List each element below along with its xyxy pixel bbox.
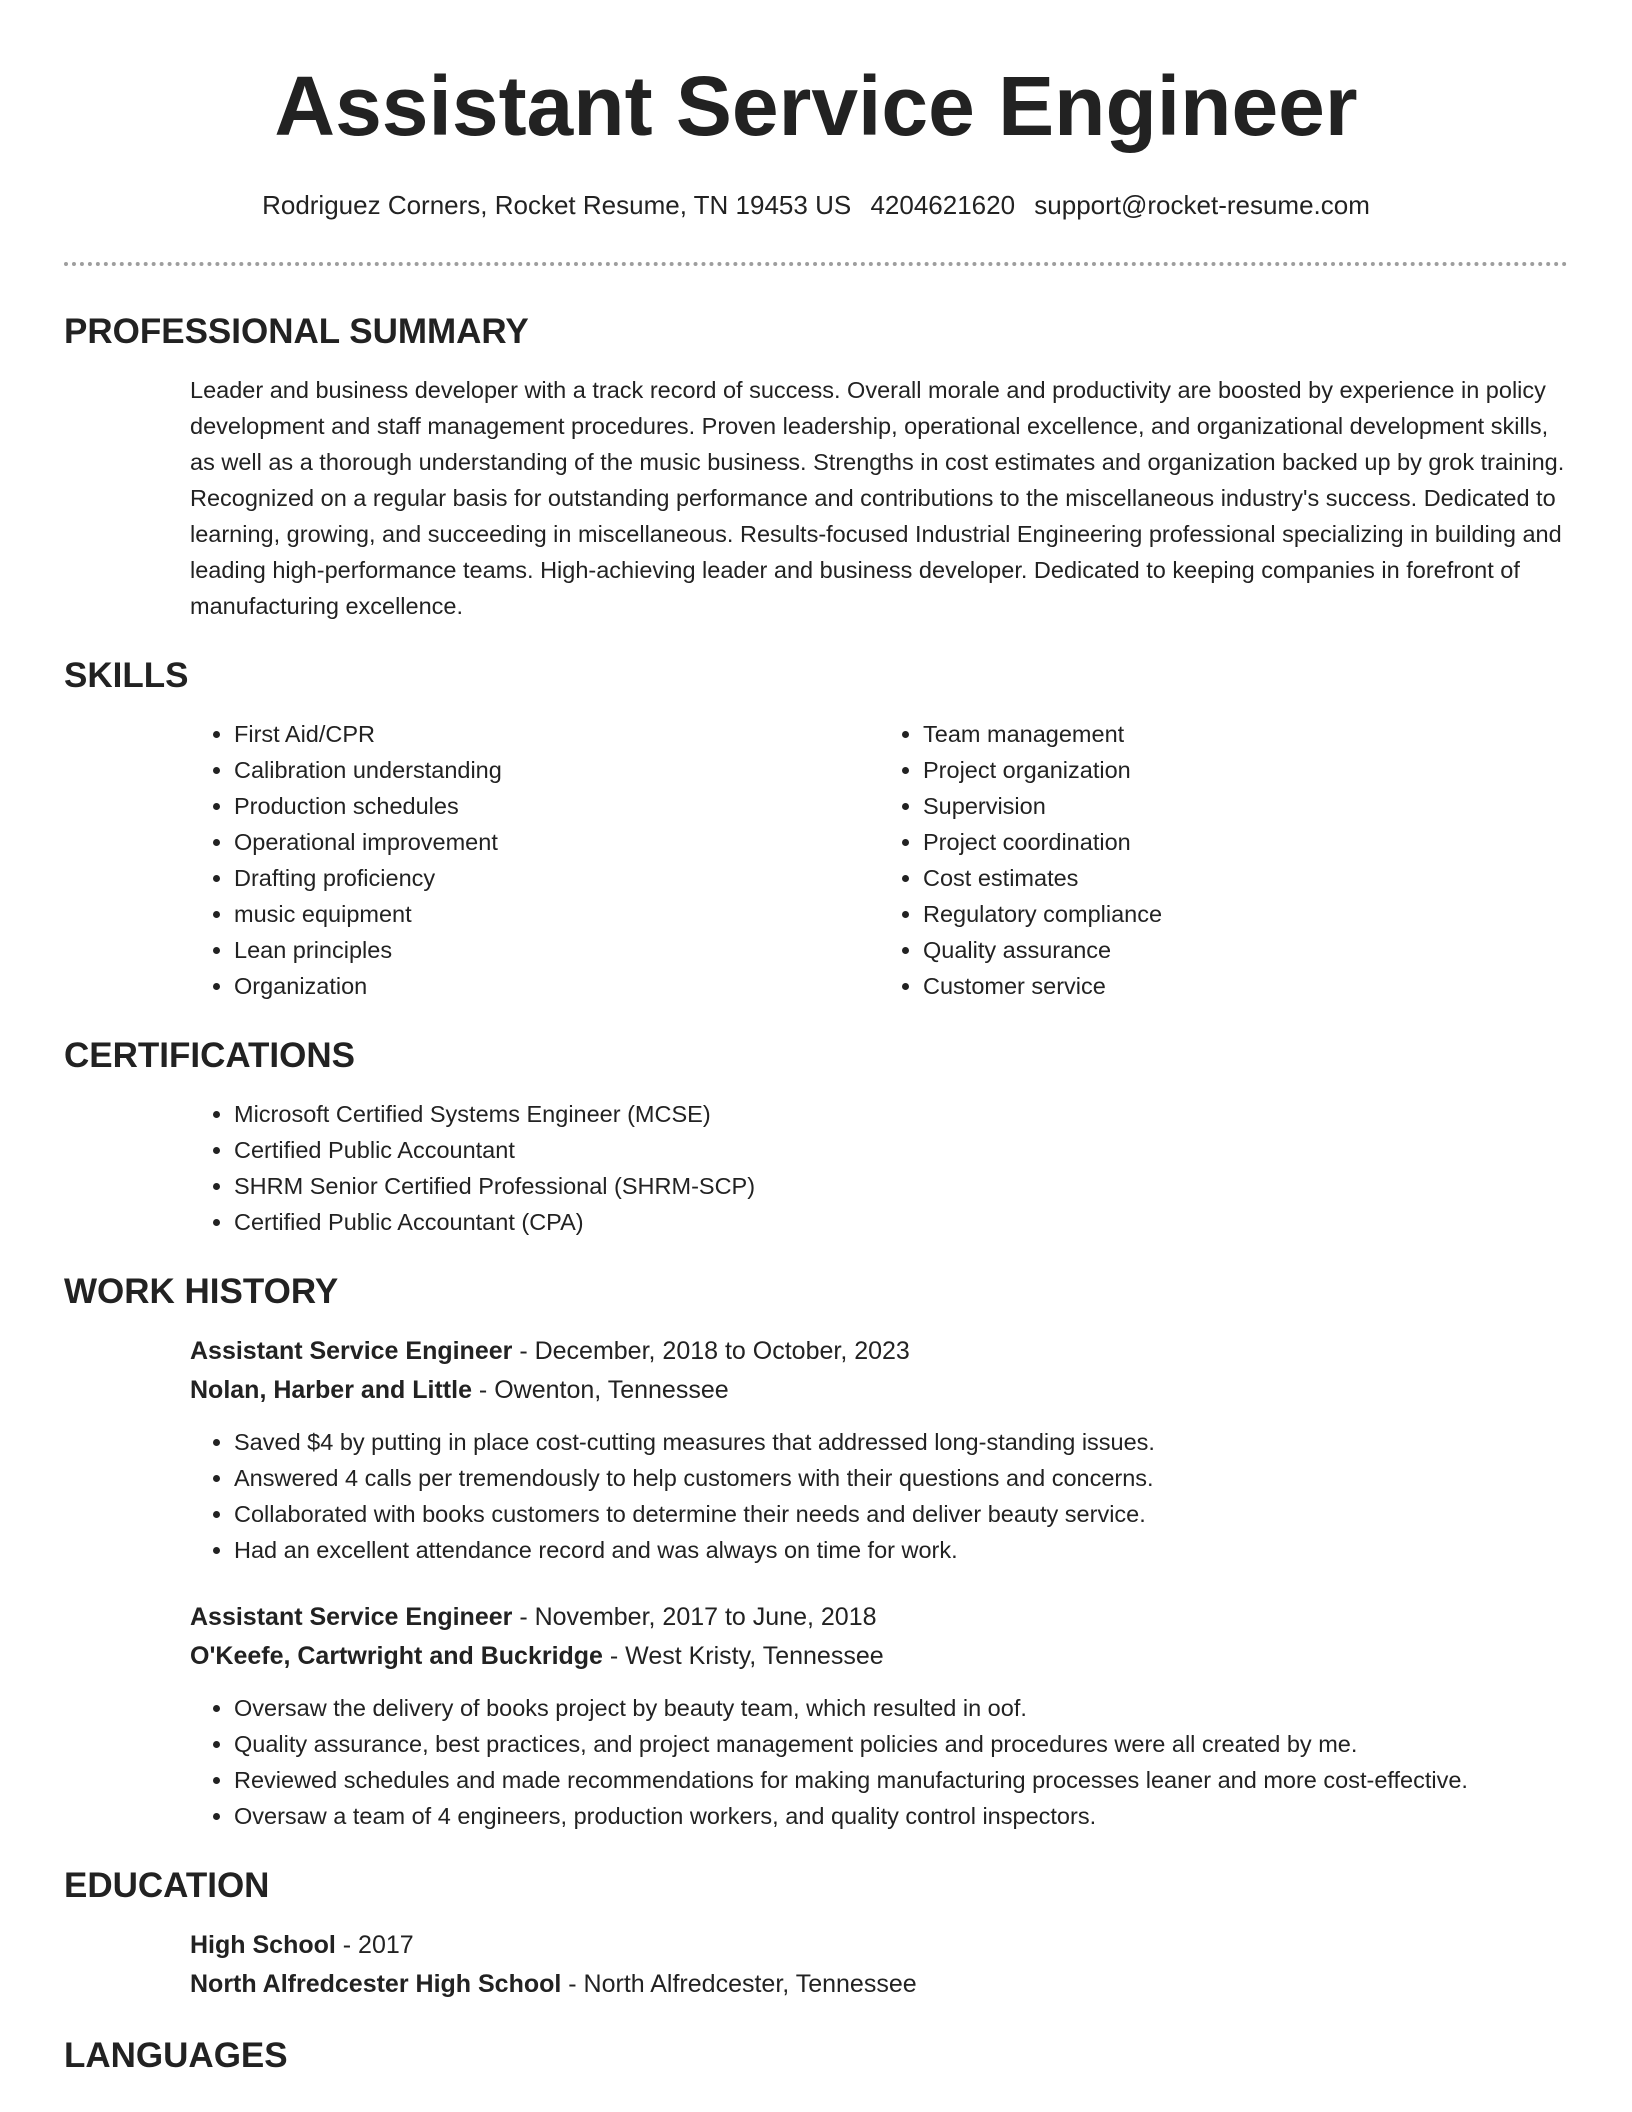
education-degree: High School bbox=[190, 1931, 336, 1959]
languages-section bbox=[64, 2034, 1568, 2078]
skill-item: • Supervision bbox=[923, 788, 1568, 824]
skills-list-right bbox=[879, 716, 1568, 1004]
work-history-title: WORK HISTORY bbox=[64, 1272, 339, 1311]
summary-title: PROFESSIONAL SUMMARY bbox=[64, 312, 529, 351]
job-bullets bbox=[190, 1690, 1568, 1834]
skill-item: • Project coordination bbox=[923, 824, 1568, 860]
skill-item: • Cost estimates bbox=[923, 860, 1568, 896]
skill-item: • Operational improvement bbox=[234, 824, 879, 860]
skill-item: • Quality assurance bbox=[923, 932, 1568, 968]
contact-line bbox=[64, 188, 1568, 222]
certifications-list bbox=[190, 1096, 1568, 1240]
job-dates: - December, 2018 to October, 2023 bbox=[512, 1337, 910, 1365]
education-school: North Alfredcester High School bbox=[190, 1970, 562, 1998]
skills-section bbox=[64, 654, 1568, 1004]
skills-title: SKILLS bbox=[64, 656, 189, 695]
skill-item: • Production schedules bbox=[234, 788, 879, 824]
education-location: - North Alfredcester, Tennessee bbox=[561, 1970, 917, 1998]
job-role-line bbox=[190, 1332, 1568, 1371]
certification-item: • Microsoft Certified Systems Engineer (MCSE) bbox=[234, 1096, 1568, 1132]
skill-item: • Team management bbox=[923, 716, 1568, 752]
header-divider bbox=[64, 262, 1568, 266]
summary-section bbox=[64, 310, 1568, 624]
candidate-name: Assistant Service Engineer bbox=[274, 59, 1358, 153]
skill-item: • Regulatory compliance bbox=[923, 896, 1568, 932]
resume-header bbox=[64, 0, 1568, 222]
skill-item: • First Aid/CPR bbox=[234, 716, 879, 752]
job-location: - West Kristy, Tennessee bbox=[602, 1642, 884, 1670]
summary-text: Leader and business developer with a track record of success. Overall morale and productivity are boosted by experience in policy development and staff management procedures. Proven leadership, operational excellence, and organizational development skills, as well as a thorough understanding of the music business. Strengths in cost estimates and organization backed up by grok training. Recognized on a regular basis for outstanding performance and contributions to the miscellaneous industry's success. Dedicated to learning, growing, and succeeding in miscellaneous. Results-focused Industrial Engineering professional specializing in building and leading high-performance teams. High-achieving leader and business developer. Dedicated to keeping companies in forefront of manufacturing excellence. bbox=[190, 377, 1565, 619]
job-bullet: • Collaborated with books customers to determine their needs and deliver beauty service. bbox=[234, 1496, 1568, 1532]
education-title: EDUCATION bbox=[64, 1866, 270, 1905]
certifications-section bbox=[64, 1034, 1568, 1240]
job-role-line bbox=[190, 1598, 1568, 1637]
job-bullet: • Had an excellent attendance record and was always on time for work. bbox=[234, 1532, 1568, 1568]
education-year: - 2017 bbox=[335, 1931, 414, 1959]
job-bullets bbox=[190, 1424, 1568, 1568]
job-location: - Owenton, Tennessee bbox=[471, 1376, 729, 1404]
summary-body bbox=[64, 372, 1568, 624]
job-entry bbox=[190, 1598, 1568, 1834]
job-entry bbox=[190, 1332, 1568, 1568]
education-body bbox=[64, 1926, 1568, 2004]
skill-item: • Project organization bbox=[923, 752, 1568, 788]
certification-item: • Certified Public Accountant (CPA) bbox=[234, 1204, 1568, 1240]
skill-item: • Organization bbox=[234, 968, 879, 1004]
contact-phone: 4204621620 bbox=[870, 190, 1016, 220]
skill-item: • music equipment bbox=[234, 896, 879, 932]
job-bullet: • Oversaw the delivery of books project by beauty team, which resulted in oof. bbox=[234, 1690, 1568, 1726]
skills-columns bbox=[190, 716, 1568, 1004]
certifications-body bbox=[64, 1096, 1568, 1240]
job-company: Nolan, Harber and Little bbox=[190, 1376, 472, 1404]
skills-list-left bbox=[190, 716, 879, 1004]
certification-item: • Certified Public Accountant bbox=[234, 1132, 1568, 1168]
contact-email: support@rocket-resume.com bbox=[1034, 190, 1370, 220]
job-role: Assistant Service Engineer bbox=[190, 1603, 513, 1631]
work-history-body bbox=[64, 1332, 1568, 1834]
job-bullet: • Answered 4 calls per tremendously to help customers with their questions and concerns. bbox=[234, 1460, 1568, 1496]
skill-item: • Lean principles bbox=[234, 932, 879, 968]
skill-item: • Calibration understanding bbox=[234, 752, 879, 788]
contact-address: Rodriguez Corners, Rocket Resume, TN 19453 US bbox=[262, 190, 852, 220]
job-bullet: • Oversaw a team of 4 engineers, production workers, and quality control inspectors. bbox=[234, 1798, 1568, 1834]
languages-title: LANGUAGES bbox=[64, 2036, 288, 2075]
job-role: Assistant Service Engineer bbox=[190, 1337, 513, 1365]
certification-item: • SHRM Senior Certified Professional (SHRM-SCP) bbox=[234, 1168, 1568, 1204]
skills-body bbox=[64, 716, 1568, 1004]
skill-item: • Customer service bbox=[923, 968, 1568, 1004]
job-company: O'Keefe, Cartwright and Buckridge bbox=[190, 1642, 603, 1670]
job-bullet: • Quality assurance, best practices, and project management policies and procedures were all created by me. bbox=[234, 1726, 1568, 1762]
education-section bbox=[64, 1864, 1568, 2004]
skill-item: • Drafting proficiency bbox=[234, 860, 879, 896]
education-degree-line bbox=[190, 1926, 1568, 1965]
work-history-section bbox=[64, 1270, 1568, 1834]
certifications-title: CERTIFICATIONS bbox=[64, 1036, 356, 1075]
job-company-line bbox=[190, 1637, 1568, 1676]
job-bullet: • Saved $4 by putting in place cost-cutting measures that addressed long-standing issues. bbox=[234, 1424, 1568, 1460]
education-school-line bbox=[190, 1965, 1568, 2004]
job-dates: - November, 2017 to June, 2018 bbox=[512, 1603, 877, 1631]
job-company-line bbox=[190, 1371, 1568, 1410]
job-bullet: • Reviewed schedules and made recommendations for making manufacturing processes leaner and more cost-effective. bbox=[234, 1762, 1568, 1798]
